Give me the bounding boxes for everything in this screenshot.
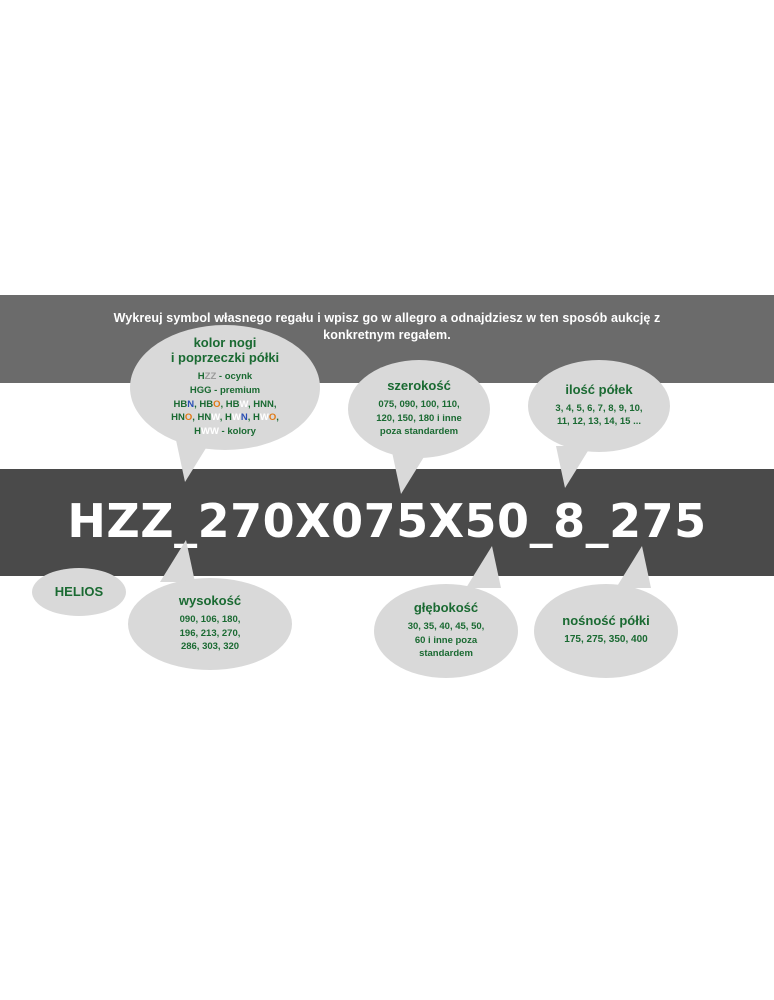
bubble-szerokosc bbox=[348, 360, 490, 458]
instruction-line-1: Wykreuj symbol własnego regału i wpisz go w allegro a odnajdziesz w ten sposób aukcję z bbox=[113, 311, 661, 325]
glebokosc-line-0: 30, 35, 40, 45, 50, bbox=[407, 620, 485, 632]
nosnosc-polki-tail bbox=[616, 546, 651, 588]
szerokosc-tail bbox=[392, 452, 427, 494]
instruction-text bbox=[40, 310, 734, 344]
ilosc-polek-line-1: 11, 12, 13, 14, 15 ... bbox=[557, 416, 641, 428]
bubble-ilosc-polek bbox=[528, 360, 670, 452]
nosnosc-polki-title: nośność półki bbox=[562, 613, 650, 629]
helios-label: HELIOS bbox=[54, 583, 104, 599]
bubble-glebokosc bbox=[374, 584, 518, 678]
kolor-nogi-row-3: HNO, HNW, HWN, HWO, bbox=[171, 412, 279, 424]
kolor-nogi-row-2: HBN, HBO, HBW, HNN, bbox=[173, 398, 277, 410]
glebokosc-line-2: standardem bbox=[419, 648, 473, 660]
kolor-nogi-title-line1: kolor nogi bbox=[193, 335, 257, 351]
ilosc-polek-body bbox=[555, 402, 642, 430]
szerokosc-line-1: 120, 150, 180 i inne bbox=[376, 412, 462, 424]
bubble-helios bbox=[32, 568, 126, 616]
kolor-nogi-row-4: HWW - kolory bbox=[194, 426, 256, 438]
wysokosc-tail bbox=[160, 540, 195, 582]
glebokosc-title: głębokość bbox=[413, 599, 479, 615]
nosnosc-polki-body bbox=[564, 633, 647, 648]
glebokosc-tail bbox=[466, 546, 501, 588]
szerokosc-body bbox=[376, 398, 462, 439]
kolor-nogi-row-1: HGG - premium bbox=[189, 384, 261, 396]
kolor-nogi-title-line2: i poprzeczki półki bbox=[170, 350, 280, 366]
szerokosc-title: szerokość bbox=[387, 377, 451, 393]
ilosc-polek-title: ilość półek bbox=[565, 381, 633, 397]
wysokosc-body bbox=[180, 613, 241, 654]
kolor-nogi-title bbox=[171, 336, 279, 366]
wysokosc-line-1: 196, 213, 270, bbox=[179, 627, 241, 639]
nosnosc-polki-line-0: 175, 275, 350, 400 bbox=[564, 634, 648, 646]
bubble-wysokosc bbox=[128, 578, 292, 670]
bubble-nosnosc-polki bbox=[534, 584, 678, 678]
instruction-line-2: konkretnym regałem. bbox=[323, 327, 451, 342]
ilosc-polek-line-0: 3, 4, 5, 6, 7, 8, 9, 10, bbox=[555, 402, 643, 414]
glebokosc-line-1: 60 i inne poza bbox=[414, 634, 478, 646]
wysokosc-line-2: 286, 303, 320 bbox=[180, 641, 240, 653]
kolor-nogi-row-0: HZZ - ocynk bbox=[197, 371, 253, 383]
glebokosc-body bbox=[408, 620, 485, 661]
kolor-nogi-body bbox=[171, 370, 279, 439]
bubble-kolor-nogi bbox=[130, 325, 320, 450]
wysokosc-line-0: 090, 106, 180, bbox=[179, 613, 241, 625]
shelf-code: HZZ_270X075X50_8_275 bbox=[67, 494, 707, 548]
szerokosc-line-2: poza standardem bbox=[379, 426, 459, 438]
szerokosc-line-0: 075, 090, 100, 110, bbox=[378, 398, 460, 410]
ilosc-polek-tail bbox=[556, 446, 591, 488]
wysokosc-title: wysokość bbox=[178, 592, 242, 608]
